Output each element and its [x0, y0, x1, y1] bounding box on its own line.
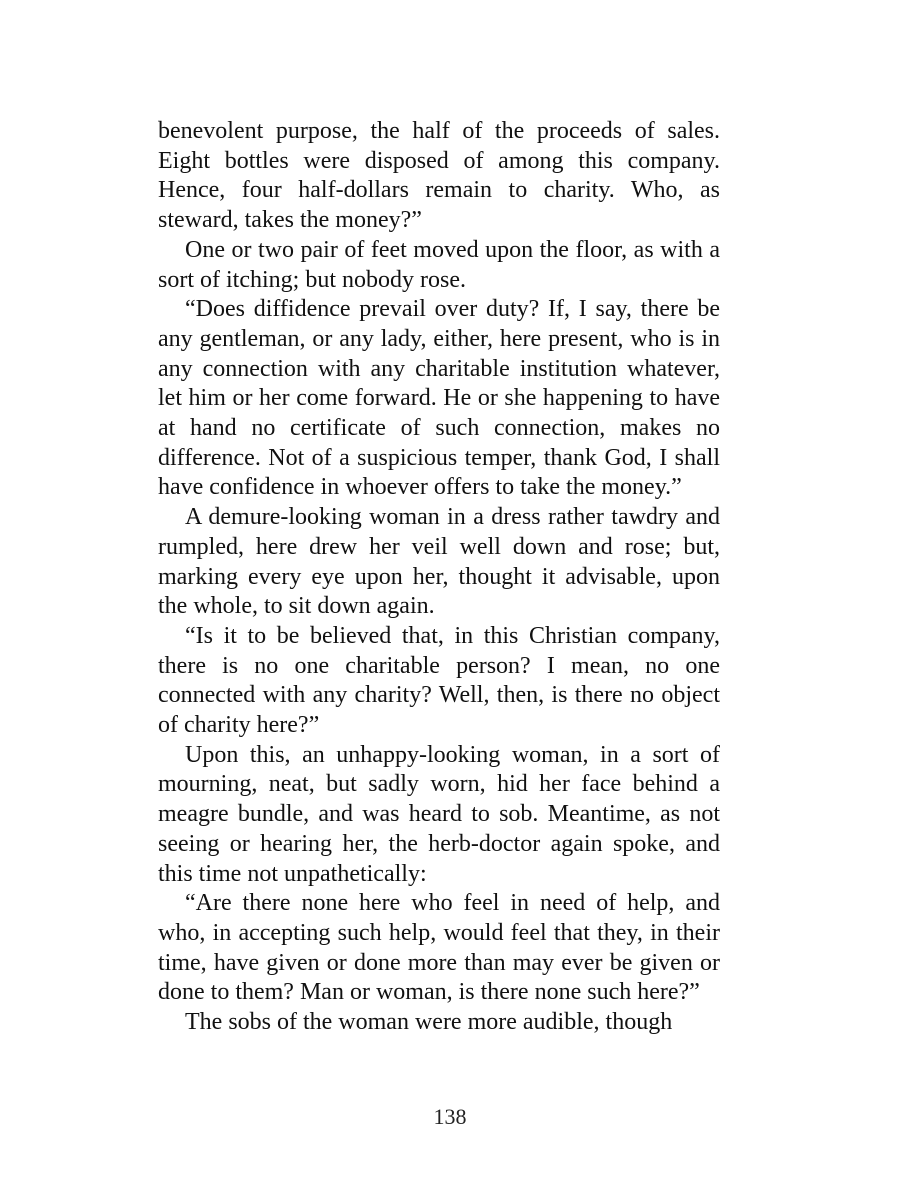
paragraph-8: The sobs of the woman were more audible, though — [185, 1009, 673, 1036]
paragraph-4: A demure-looking woman in a dress rather tawdry and rumpled, here drew her veil well down and rose; but, marking every eye upon her, thought it advisable, upon the whole, to sit down again. — [158, 504, 720, 620]
body-text — [158, 117, 720, 1038]
paragraph-2: One or two pair of feet moved upon the floor, as with a sort of itching; but nobody rose. — [158, 236, 720, 293]
paragraph-6: Upon this, an unhappy-looking woman, in a sort of mourning, neat, but sadly worn, hid her face behind a meagre bundle, and was heard to sob. Meantime, as not seeing or hearing her, the herb-doctor again spoke, and this time not unpathetically: — [158, 741, 720, 887]
page-number: 138 — [433, 1104, 467, 1129]
paragraph-1: benevolent purpose, the half of the proceeds of sales. Eight bottles were disposed of among this company. Hence, four half-dollars remain to charity. Who, as steward, takes the money?” — [158, 118, 720, 234]
paragraph-5: “Is it to be believed that, in this Christian company, there is no one charitable person? I mean, no one connected with any charity? Well, then, is there no object of charity here?” — [158, 622, 720, 739]
paragraph-7: “Are there none here who feel in need of help, and who, in accepting such help, would feel that they, in their time, have given or done more than may ever be given or done to them? Man or woman, is there none such here?” — [158, 890, 720, 1006]
paragraph-3: “Does diffidence prevail over duty? If, I say, there be any gentleman, or any lady, either, here present, who is in any connection with any charitable institution whatever, let him or her come forward. He or she happening to have at hand no certificate of such connection, makes no difference. Not of a suspicious temper, thank God, I shall have confidence in whoever offers to take the money.” — [158, 296, 720, 501]
